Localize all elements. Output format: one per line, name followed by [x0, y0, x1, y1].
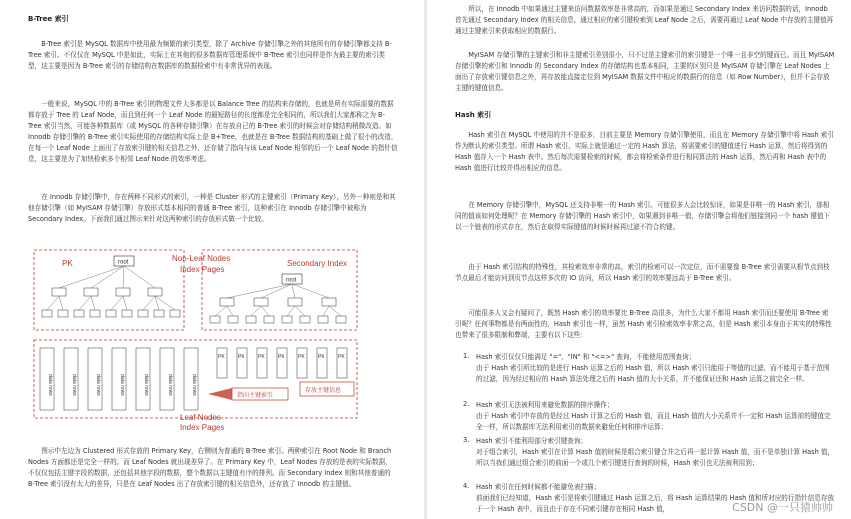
index-structure-diagram [32, 248, 362, 438]
list-item-head: Hash 索引无法被利用来避免数据的排序操作； [476, 401, 614, 409]
leaf-index-pages-label: Index Pages [180, 423, 225, 432]
btree-paragraph-2: 一般来说，MySQL 中的 B-Tree 索引的物理文件大多都是以 Balance Tree 的结构来存储的，也就是所有实际需要的数据都存放于 Tree 的 Leaf Node，而且到任何一个 Leaf Node 的最短路径的长度都是完全相同的，所以我们大家都称之为 B-Tree 索引当然，可能各种数据库（或 MySQL 的各种存储引擎）在存放自己的 B-Tree 索引的时候会对存储结构稍微改造。如 Innodb 存储引擎的 B-Tree 索引实际使用的存储结构实际上是 B+Tree，也就是在 B-Tree 数据结构的基础上做了很小的改造，在每一个 Leaf Node 上面出了存放索引键的相关信息之外，还存储了指向与该 Leaf Node 相邻的后一个 Leaf Node 的指针信息，这主要是为了加快检索多个相邻 Leaf Node 的效率考虑。 [28, 100, 398, 163]
list-item-head: Hash 索引在任何时候都不能避免表扫描； [476, 483, 601, 491]
pk-leaf-label: PK [238, 354, 245, 360]
data-rows-label: data rows [119, 374, 125, 396]
list-number: 3. [463, 436, 470, 444]
leaf-nodes-label: Leaf Nodes [180, 413, 221, 422]
pk-leaf-label: PK [218, 354, 225, 360]
data-rows-label: data rows [167, 374, 173, 396]
data-rows-label: data rows [71, 374, 77, 396]
hash-paragraph-1: Hash 索引在 MySQL 中使用的并不是很多，目前主要是 Memory 存储引擎使用，而且在 Memory 存储引擎中将 Hash 索引作为默认的索引类型。所谓 Hash 索引，实际上就是通过一定的 Hash 算法，将需要索引的键值进行 Hash 运算，然后将得到的 Hash 值存入一个 Hash 表中。然后每次需要检索的时候，都会将检索条件进行相同算法的 Hash 运算，然后再和 Hash 表中的 Hash 值进行比较并得出相应的信息。 [455, 131, 834, 172]
innodb-access-paragraph: 所以，在 Innodb 中如果通过主键来访问数据效率是非常高的，而如果是通过 Secondary Index 来访问数据的话，Innodb 首先通过 Secondary Index 的相关信息，通过相应的索引键检索到 Leaf Node 之后，需要再通过 Leaf Node 中存放的主键值再通过主键索引来获取相应的数据行。 [455, 5, 834, 35]
left-page [0, 0, 424, 519]
hash-paragraph-2: 在 Memory 存储引擎中，MySQL 还支持非唯一的 Hash 索引。可能很多人会比较惊讶，如果是非唯一的 Hash 索引，那相同的值该如何处理呢？在 Memory 存储引擎的 Hash 索引中，如果遇到非唯一值，存储引擎会将他们链接到同一个 hash 键值下以一个链表的形式存在，然后在取得实际键值的时候时候再过滤不符合的键。 [455, 201, 831, 231]
list-number: 2. [463, 400, 470, 408]
csdn-watermark: CSDN @一只猿帅帅 [732, 501, 833, 514]
myisam-paragraph: MyISAM 存储引擎的主键索引和非主键索引差别很小，只不过是主键索引的索引键是一个唯一且非空的键而已。而且 MyISAM 存储引擎的索引和 Innodb 的 Secondary Index 的存储结构也基本相同，主要的区别只是 MyISAM 存储引擎在 Leaf Nodes 上面出了存放索引键信息之外，再存放能直接定位到 MyISAM 数据文件中相应的数据行的信息（如 Row Number），但并不会存放主键的键值信息。 [455, 51, 835, 92]
list-item-head: Hash 索引不能利用部分索引键查询； [476, 437, 588, 445]
btree-paragraph-1: B-Tree 索引是 MySQL 数据库中使用最为频繁的索引类型，除了 Archive 存储引擎之外的其他所有的存储引擎都支持 B-Tree 索引。不仅仅在 MySQL 中是如此，实际上在其他的很多数据库管理系统中 B-Tree 索引也同样是作为最主要的索引类型，这主要是因为 B-Tree 索引的存储结构在数据库的数据检索中有非常优异的表现。 [28, 40, 392, 70]
data-rows-label: data rows [191, 374, 197, 396]
list-number: 1. [463, 352, 470, 360]
hash-paragraph-3: 由于 Hash 索引结构的特殊性，其检索效率非常的高，索引的检索可以一次定位，而不需要像 B-Tree 索引需要从根节点到枝节点最后才能访问到页节点这样多次的 IO 访问，所以 Hash 索引的效率要远高于 B-Tree 索引。 [455, 263, 830, 282]
list-item-body: 前面我们已经知道，Hash 索引是将索引键通过 Hash 运算之后，将 Hash 运算结果的 Hash 值和所对应的行指针信息存放于一个 Hash 表中，而且由于存在不同索引键存在相同 Hash 值， [476, 494, 835, 513]
pk-leaf-label: PK [278, 354, 285, 360]
list-item-body: 对于组合索引，Hash 索引在计算 Hash 值的时候是组合索引键合并之后再一起计算 Hash 值，而不是单独计算 Hash 值，所以当我们通过组合索引的前面一个或几个索引键进行查询的时候，Hash 索引也无法被利用到； [476, 448, 835, 467]
callout-store-pk: 存放主键信息 [305, 388, 342, 394]
right-page [427, 0, 851, 519]
btree-paragraph-3: 在 Innodb 存储引擎中，存在两种不同形式的索引，一种是 Cluster 形式的主键索引（Primary Key），另外一种则是和其他存储引擎（如 MyISAM 存储引擎）存放形式基本相同的普通 B-Tree 索引，这种索引在 Innodb 存储引擎中被称为 Secondary Index。下面我们通过图示来针对这两种索引的存放形式做一个比较。 [28, 193, 396, 223]
data-rows-label: data rows [95, 374, 101, 396]
nonleaf-label: Non-Leaf Nodes [172, 254, 231, 263]
list-item-body: 由于 Hash 索引所比较的是进行 Hash 运算之后的 Hash 值，所以 Hash 索引只能用于等值的过滤，而不能用于基于范围的过滤，因为经过相应的 Hash 算法处理之后的 Hash 值的大小关系，并不能保证还和 Hash 运算之前完全一样。 [476, 364, 830, 383]
secondary-index-label: Secondary Index [287, 259, 348, 268]
data-rows-label: data rows [143, 374, 149, 396]
pk-leaf-label: PK [298, 354, 305, 360]
list-item-body: 由于 Hash 索引中存放的是经过 Hash 计算之后的 Hash 值，而且 Hash 值的大小关系并不一定和 Hash 运算前的键值完全一样，所以数据库无法利用索引的数据来避免任何和排序运算； [476, 412, 831, 431]
btree-title: B-Tree 索引 [28, 15, 69, 23]
root-node-right: root [286, 277, 297, 284]
pk-leaf-label: PK [338, 354, 345, 360]
root-node-left: root [118, 259, 129, 266]
list-number: 4. [463, 482, 470, 490]
pk-leaf-label: PK [258, 354, 265, 360]
pk-leaf-label: PK [318, 354, 325, 360]
list-item-head: Hash 索引仅仅只能满足 "="，"IN" 和 "<=>" 查询，不能使用范围查询； [476, 353, 696, 361]
pk-label: PK [62, 259, 73, 268]
callout-point-to-pk: 指向主键索引 [237, 393, 274, 399]
hash-paragraph-4: 可能很多人又会有疑问了，既然 Hash 索引的效率要比 B-Tree 高很多，为什么大家不都用 Hash 索引而还要使用 B-Tree 索引呢？任何事物都是有两面性的，Hash 索引也一样，虽然 Hash 索引检索效率非常之高，但是 Hash 索引本身由于其实的特殊性也带来了很多限制和弊端，主要有以下这些： [455, 309, 832, 339]
btree-paragraph-4: 图示中左边为 Clustered 形式存放的 Primary Key，右侧则为普通的 B-Tree 索引。两种索引在 Root Node 和 Branch Nodes 方面都还是完全一样的。而 Leaf Nodes 就出现差异了。在 Primary Key 中，Leaf Nodes 存放的是表的实际数据，不仅仅包括主键字段的数据，还包括其他字段的数据，整个数据以主键值有序的排列。而 Secondary Index 则和其他普通的 B-Tree 索引没有太大的差异，只是在 Leaf Nodes 出了存放索引键的相关信息外，还存放了 Innodb 的主键值。 [28, 447, 392, 488]
hash-title: Hash 索引 [455, 111, 492, 119]
data-rows-label: data rows [47, 374, 53, 396]
index-pages-label: Index Pages [180, 265, 225, 274]
